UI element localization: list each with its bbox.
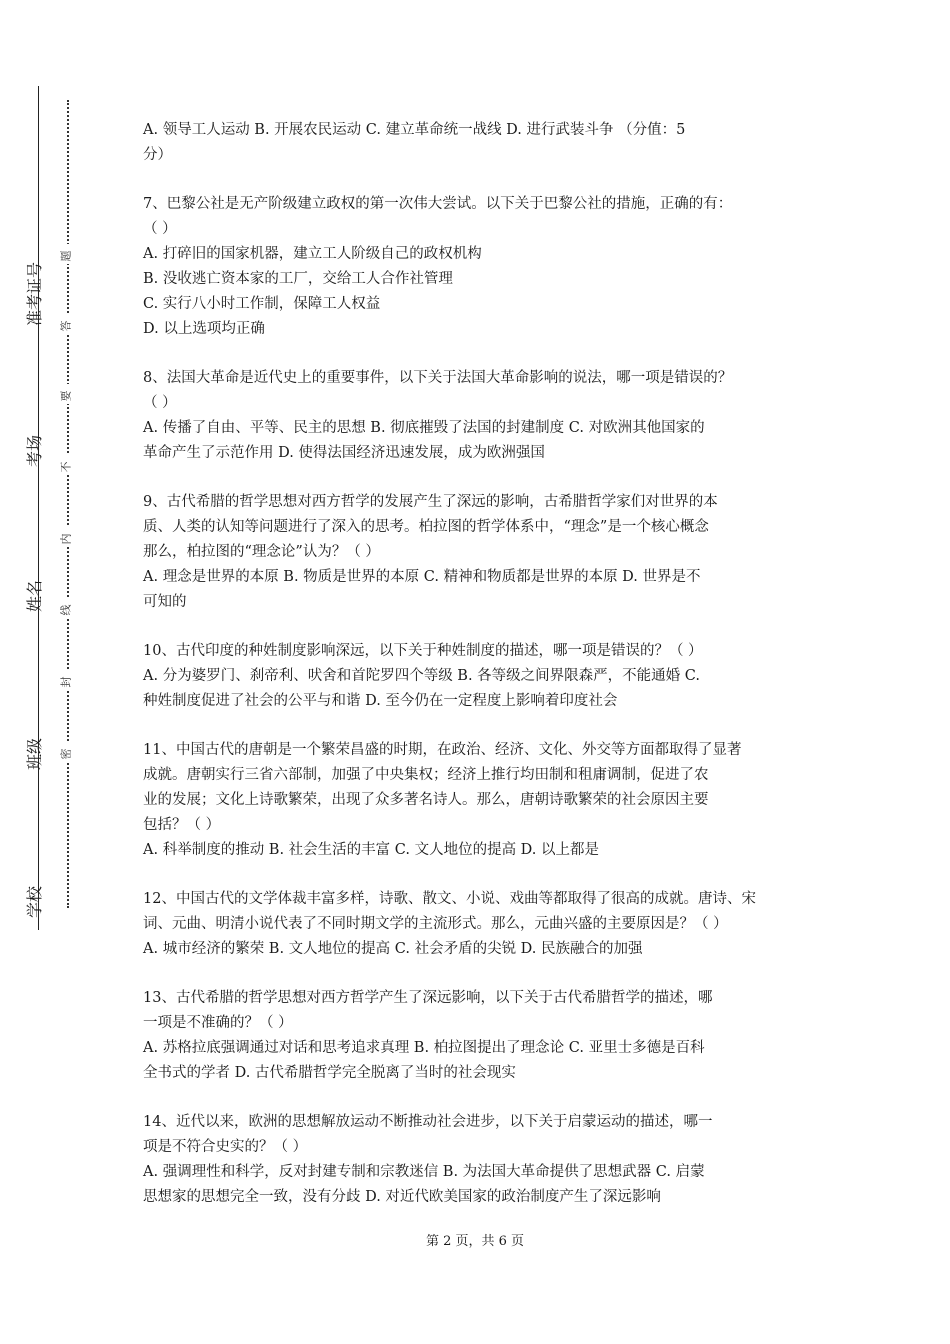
question-line: 分）	[143, 147, 172, 163]
seal-char: 要	[58, 384, 78, 404]
question-line: 种姓制度促进了社会的公平与和谐 D. 至今仍在一定程度上影响着印度社会	[143, 693, 618, 709]
question-line: A. 强调理性和科学，反对封建专制和宗教迷信 B. 为法国大革命提供了思想武器 C. 启蒙	[143, 1164, 705, 1180]
question-8	[143, 366, 810, 466]
question-line: A. 科举制度的推动 B. 社会生活的丰富 C. 文人地位的提高 D. 以上都是	[143, 842, 600, 858]
question-line: 质、人类的认知等问题进行了深入的思考。柏拉图的哲学体系中，“理念”是一个核心概念	[143, 519, 709, 535]
question-line: 词、元曲、明清小说代表了不同时期文学的主流形式。那么，元曲兴盛的主要原因是？（ ）	[143, 916, 728, 932]
question-line: A. 理念是世界的本原 B. 物质是世界的本原 C. 精神和物质都是世界的本原 D. 世界是不	[143, 569, 701, 585]
page-number: 第 2 页，共 6 页	[425, 1234, 525, 1249]
question-line: A. 城市经济的繁荣 B. 文人地位的提高 C. 社会矛盾的尖锐 D. 民族融合的加强	[143, 941, 643, 957]
exam-number-label: 准考证号	[25, 262, 44, 327]
question-line: 那么，柏拉图的“理念论”认为？（ ）	[143, 544, 380, 560]
question-6-options	[143, 118, 810, 168]
question-12	[143, 887, 810, 962]
question-line: C. 实行八小时工作制，保障工人权益	[143, 296, 381, 312]
question-line: 11、中国古代的唐朝是一个繁荣昌盛的时期，在政治、经济、文化、外交等方面都取得了显著	[143, 742, 742, 758]
seal-char: 答	[58, 314, 78, 334]
question-line: 业的发展；文化上诗歌繁荣，出现了众多著名诗人。那么，唐朝诗歌繁荣的社会原因主要	[143, 792, 709, 808]
question-line: 一项是不准确的？（ ）	[143, 1015, 293, 1031]
seal-char: 密	[58, 742, 78, 762]
question-line: B. 没收逃亡资本家的工厂，交给工人合作社管理	[143, 271, 453, 287]
question-line: 13、古代希腊的哲学思想对西方哲学产生了深远影响，以下关于古代希腊哲学的描述，哪	[143, 990, 713, 1006]
question-line: 项是不符合史实的？（ ）	[143, 1139, 308, 1155]
question-11	[143, 738, 810, 863]
question-7	[143, 192, 810, 342]
question-line: A. 领导工人运动 B. 开展农民运动 C. 建立革命统一战线 D. 进行武装斗争 （分值：5	[143, 122, 686, 138]
question-line: 可知的	[143, 594, 187, 610]
binding-dotted-line	[67, 100, 69, 908]
question-line: 成就。唐朝实行三省六部制，加强了中央集权；经济上推行均田制和租庸调制，促进了农	[143, 767, 709, 783]
exam-room-label: 考场	[25, 435, 44, 468]
seal-char: 线	[58, 598, 78, 618]
question-line: 12、中国古代的文学体裁丰富多样，诗歌、散文、小说、戏曲等都取得了很高的成就。唐诗、宋	[143, 891, 756, 907]
question-line: 革命产生了示范作用 D. 使得法国经济迅速发展，成为欧洲强国	[143, 445, 545, 461]
question-line: 思想家的思想完全一致，没有分歧 D. 对近代欧美国家的政治制度产生了深远影响	[143, 1189, 661, 1205]
question-line: （ ）	[143, 395, 177, 411]
name-label: 姓名	[25, 580, 44, 613]
question-line: D. 以上选项均正确	[143, 321, 265, 337]
question-line: 10、古代印度的种姓制度影响深远，以下关于种姓制度的描述，哪一项是错误的？（ ）	[143, 643, 703, 659]
question-9	[143, 490, 810, 615]
seal-char: 题	[58, 244, 78, 264]
question-line: 7、巴黎公社是无产阶级建立政权的第一次伟大尝试。以下关于巴黎公社的措施，正确的有：	[143, 196, 733, 212]
question-14	[143, 1110, 810, 1210]
question-line: （ ）	[143, 221, 177, 237]
class-label: 班级	[25, 738, 44, 771]
question-line: A. 分为婆罗门、刹帝利、吠舍和首陀罗四个等级 B. 各等级之间界限森严，不能通婚 C.	[143, 668, 700, 684]
question-line: 全书式的学者 D. 古代希腊哲学完全脱离了当时的社会现实	[143, 1065, 516, 1081]
question-line: 8、法国大革命是近代史上的重要事件，以下关于法国大革命影响的说法，哪一项是错误的？	[143, 370, 733, 386]
seal-char: 内	[58, 527, 78, 547]
question-line: 包括？（ ）	[143, 817, 221, 833]
question-13	[143, 986, 810, 1086]
question-line: 14、近代以来，欧洲的思想解放运动不断推动社会进步，以下关于启蒙运动的描述，哪一	[143, 1114, 713, 1130]
school-label: 学校	[25, 886, 44, 919]
question-line: 9、古代希腊的哲学思想对西方哲学的发展产生了深远的影响，古希腊哲学家们对世界的本	[143, 494, 718, 510]
seal-char: 不	[58, 455, 78, 475]
question-line: A. 打碎旧的国家机器，建立工人阶级自己的政权机构	[143, 246, 482, 262]
question-line: A. 苏格拉底强调通过对话和思考追求真理 B. 柏拉图提出了理念论 C. 亚里士多德是百科	[143, 1040, 705, 1056]
question-10	[143, 639, 810, 714]
seal-char: 封	[58, 670, 78, 690]
question-list	[143, 118, 810, 1234]
question-line: A. 传播了自由、平等、民主的思想 B. 彻底摧毁了法国的封建制度 C. 对欧洲其他国家的	[143, 420, 705, 436]
